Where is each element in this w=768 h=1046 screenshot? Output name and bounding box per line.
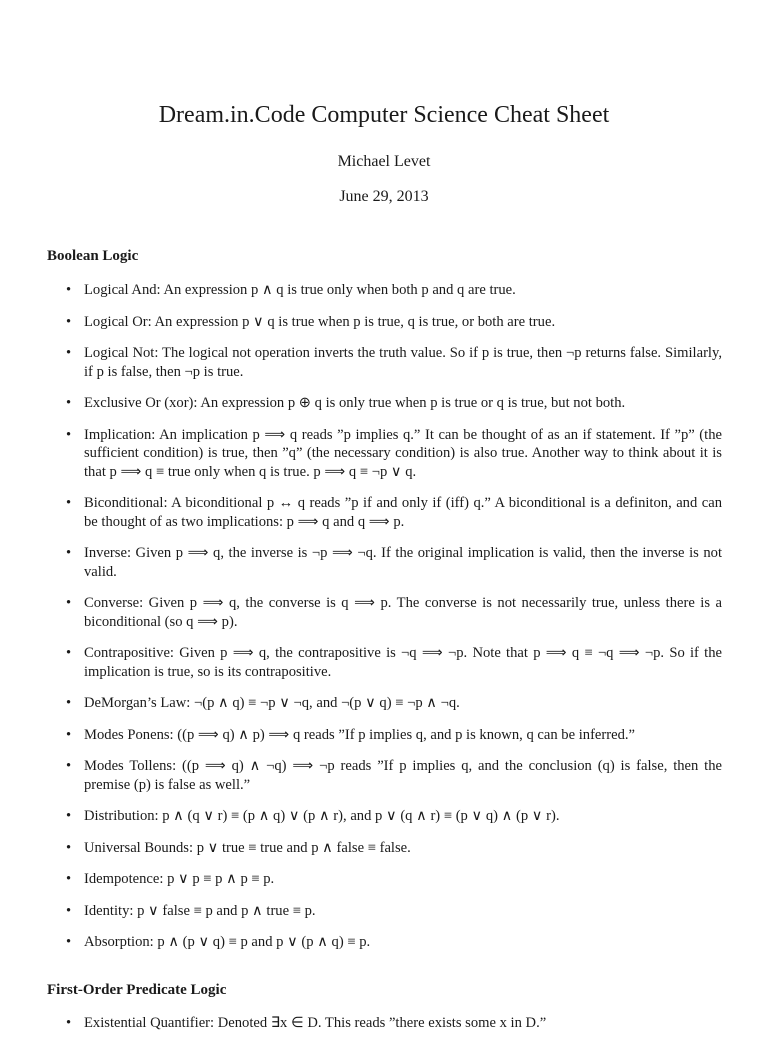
bullet-icon: • xyxy=(66,726,72,743)
bullet-icon: • xyxy=(66,758,72,774)
list-item xyxy=(66,426,722,482)
list-item-text: Absorption: p ∧ (p ∨ q) ≡ p and p ∨ (p ∧ q) ≡ p. xyxy=(84,934,371,950)
bullet-icon: • xyxy=(66,426,72,443)
bullet-icon: • xyxy=(66,495,72,511)
bullet-icon: • xyxy=(66,645,72,661)
list-item xyxy=(66,839,722,858)
bullet-icon: • xyxy=(66,1015,72,1031)
list-item-text: Logical Or: An expression p ∨ q is true when p is true, q is true, or both are true. xyxy=(84,313,556,330)
list-item-text: Distribution: p ∧ (q ∨ r) ≡ (p ∧ q) ∨ (p ∧ r), and p ∨ (q ∧ r) ≡ (p ∨ q) ∧ (p ∨ r). xyxy=(84,808,560,824)
bullet-icon: • xyxy=(66,695,72,711)
document-date: June 29, 2013 xyxy=(339,188,429,205)
bullet-icon: • xyxy=(66,313,72,330)
list-item-text: Logical Not: The logical not operation inverts the truth value. So if p is true, then ¬p returns false. Similarly, if p is false, then ¬p is true. xyxy=(84,345,722,380)
bullet-icon: • xyxy=(66,808,72,824)
list-item xyxy=(66,933,722,952)
bullet-icon: • xyxy=(66,345,72,361)
list-item xyxy=(66,870,722,889)
bullet-icon: • xyxy=(66,595,72,611)
list-item xyxy=(66,1014,722,1033)
list-item xyxy=(66,726,722,745)
list-item-text: Contrapositive: Given p ⟹ q, the contrapositive is ¬q ⟹ ¬p. Note that p ⟹ q ≡ ¬q ⟹ ¬p. So if the implication is true, so is its contrapositive. xyxy=(84,645,722,680)
list-item-text: Identity: p ∨ false ≡ p and p ∧ true ≡ p. xyxy=(84,902,316,919)
bullet-icon: • xyxy=(66,395,72,411)
list-item xyxy=(66,757,722,794)
list-item-text: Modes Tollens: ((p ⟹ q) ∧ ¬q) ⟹ ¬p reads ”If p implies q, and the conclusion (q) is false, then the premise (p) is false as well.” xyxy=(84,758,722,793)
bullet-icon: • xyxy=(66,839,72,856)
document-title: Dream.in.Code Computer Science Cheat Sheet xyxy=(158,102,610,128)
section-heading-boolean-logic: Boolean Logic xyxy=(47,248,139,264)
first-order-logic-list xyxy=(66,1014,722,1046)
section-heading-first-order-logic: First-Order Predicate Logic xyxy=(47,982,227,998)
list-item xyxy=(66,281,722,300)
bullet-icon: • xyxy=(66,934,72,950)
bullet-icon: • xyxy=(66,902,72,919)
list-item xyxy=(66,807,722,826)
list-item xyxy=(66,544,722,581)
list-item xyxy=(66,344,722,381)
list-item-text: Universal Bounds: p ∨ true ≡ true and p ∧ false ≡ false. xyxy=(84,839,411,856)
author-name: Michael Levet xyxy=(337,153,431,170)
list-item-text: Logical And: An expression p ∧ q is true only when both p and q are true. xyxy=(84,282,516,298)
list-item-text: Exclusive Or (xor): An expression p ⊕ q is only true when p is true or q is true, but not both. xyxy=(84,395,626,411)
list-item-text: Implication: An implication p ⟹ q reads ”p implies q.” It can be thought of as an if statement. If ”p” (the sufficient condition) is true, then ”q” (the necessary condition) is also true. Another way to think about it is that p ⟹ q ≡ true only when q is true. p ⟹ q ≡ ¬p ∨ q. xyxy=(84,426,722,480)
list-item-text: Modes Ponens: ((p ⟹ q) ∧ p) ⟹ q reads ”If p implies q, and p is known, q can be inferred.” xyxy=(84,726,636,743)
list-item-text: Biconditional: A biconditional p ↔ q reads ”p if and only if (iff) q.” A biconditional is a definiton, and can be thought of as two implications: p ⟹ q and q ⟹ p. xyxy=(84,495,722,530)
list-item-text: Existential Quantifier: Denoted ∃x ∈ D. This reads ”there exists some x in D.” xyxy=(84,1015,547,1031)
list-item-text: DeMorgan’s Law: ¬(p ∧ q) ≡ ¬p ∨ ¬q, and ¬(p ∨ q) ≡ ¬p ∧ ¬q. xyxy=(84,695,460,711)
list-item xyxy=(66,494,722,531)
list-item-text: Idempotence: p ∨ p ≡ p ∧ p ≡ p. xyxy=(84,871,275,887)
bullet-icon: • xyxy=(66,871,72,887)
list-item-text: Converse: Given p ⟹ q, the converse is q ⟹ p. The converse is not necessarily true, unless there is a biconditional (so q ⟹ p). xyxy=(84,595,722,630)
boolean-logic-list xyxy=(66,281,722,965)
list-item xyxy=(66,394,722,413)
list-item-text: Inverse: Given p ⟹ q, the inverse is ¬p ⟹ ¬q. If the original implication is valid, then the inverse is not valid. xyxy=(84,545,722,580)
list-item xyxy=(66,694,722,713)
bullet-icon: • xyxy=(66,545,72,561)
list-item xyxy=(66,313,722,332)
list-item xyxy=(66,902,722,921)
list-item xyxy=(66,644,722,681)
bullet-icon: • xyxy=(66,282,72,298)
list-item xyxy=(66,594,722,631)
